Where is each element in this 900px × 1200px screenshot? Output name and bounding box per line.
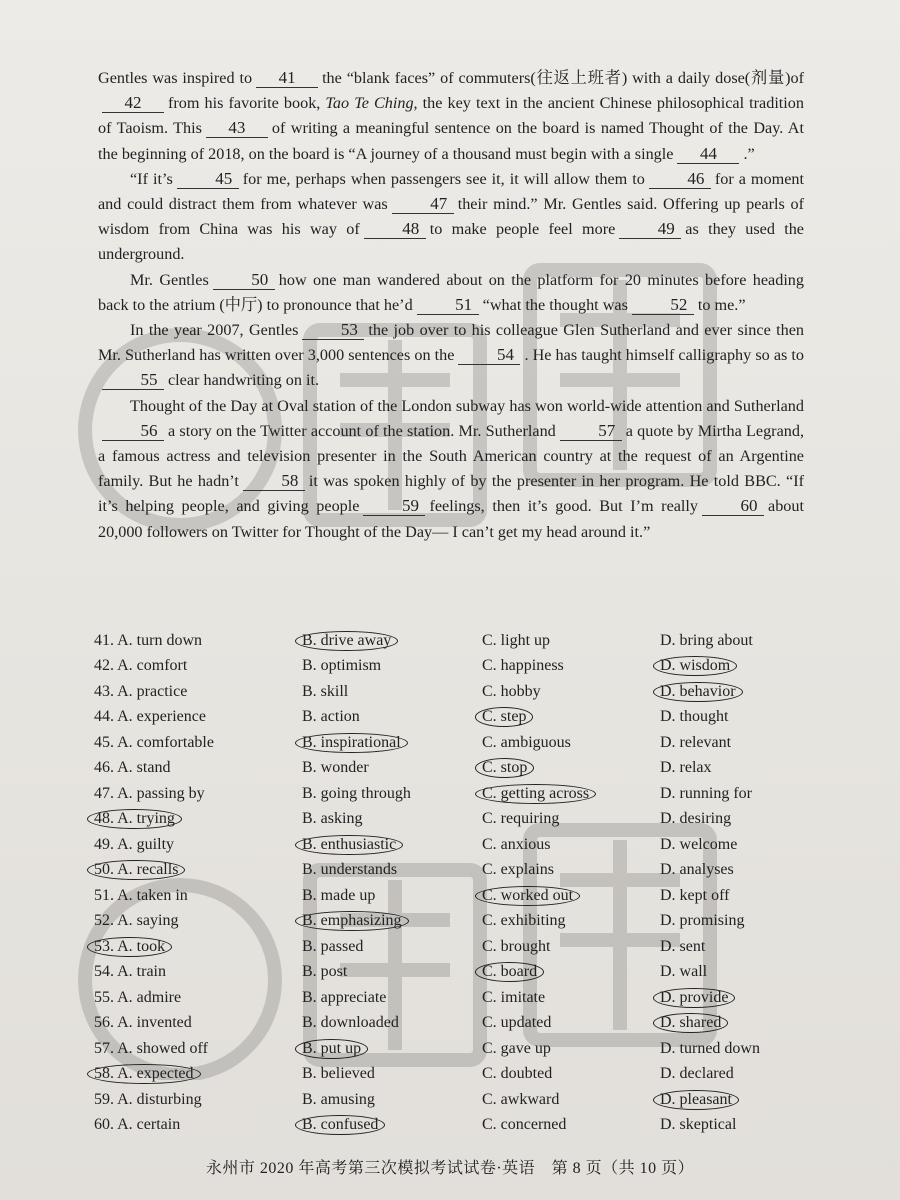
option-c: C. awkward [482,1090,560,1108]
cloze-passage [98,66,804,545]
option-b: B. optimism [302,657,382,675]
text: their mind.” Mr. Gentles said. Offering up pearls of wisdom from China was his way of [98,195,804,239]
paragraph-2 [98,167,804,268]
option-c: C. gave up [482,1039,551,1057]
option-cell [660,1090,810,1110]
option-d: D. promising [660,912,745,930]
text: to make people feel more [429,220,616,239]
option-a: 43. A. practice [94,682,188,700]
option-cell [94,683,302,701]
option-b: B. downloaded [302,1014,399,1032]
option-c: C. anxious [482,835,551,853]
blank-59: 59 [363,497,425,516]
option-a: 55. A. admire [94,988,182,1006]
text: Thought of the Day at Oval station of the London subway has won world-wide attention and Sutherland [130,396,804,415]
text: a story on the Twitter account of the station. Mr. Sutherland [168,421,556,440]
option-c: C. board [475,962,544,982]
option-cell [94,785,302,803]
question-row [94,1062,814,1088]
question-row [94,654,814,680]
option-d: D. relax [660,759,712,777]
option-cell [660,861,810,879]
option-d: D. thought [660,708,729,726]
question-row [94,1087,814,1113]
blank-46: 46 [649,170,711,189]
option-cell [302,911,482,931]
question-row [94,1036,814,1062]
option-cell [660,708,810,726]
option-cell [302,1091,482,1109]
option-cell [660,734,810,752]
option-d: D. pleasant [653,1090,739,1110]
question-row [94,781,814,807]
option-cell [660,1040,810,1058]
question-row [94,807,814,833]
blank-44: 44 [677,145,739,164]
option-c: C. exhibiting [482,912,566,930]
question-row [94,1011,814,1037]
option-cell [482,861,660,879]
option-cell [94,937,302,957]
option-cell [94,734,302,752]
option-a: 51. A. taken in [94,886,188,904]
option-c: C. imitate [482,988,546,1006]
option-b: B. believed [302,1065,375,1083]
option-a: 59. A. disturbing [94,1090,202,1108]
option-cell [482,632,660,650]
option-b: B. made up [302,886,376,904]
option-cell [302,989,482,1007]
option-cell [482,657,660,675]
blank-57: 57 [560,422,622,441]
question-row [94,628,814,654]
question-row [94,934,814,960]
option-d: D. skeptical [660,1116,737,1134]
option-cell [660,785,810,803]
option-cell [660,836,810,854]
option-a: 46. A. stand [94,759,171,777]
option-d: D. kept off [660,886,730,904]
question-row [94,1113,814,1139]
page-footer: 永州市 2020 年高考第三次模拟考试试卷·英语 第 8 页（共 10 页） [205,1160,695,1177]
text: In the year 2007, Gentles [130,321,299,340]
option-cell [302,657,482,675]
option-cell [660,963,810,981]
option-cell [482,886,660,906]
option-cell [94,1116,302,1134]
option-d: D. bring about [660,631,753,649]
option-cell [302,1039,482,1059]
option-b: B. confused [295,1115,385,1135]
blank-49: 49 [619,220,681,239]
option-cell [94,963,302,981]
option-d: D. turned down [660,1039,760,1057]
option-d: D. behavior [653,682,743,702]
option-b: B. going through [302,784,411,802]
option-a: 42. A. comfort [94,657,188,675]
option-c: C. step [475,707,533,727]
option-a: 47. A. passing by [94,784,205,802]
option-c: C. updated [482,1014,552,1032]
option-a: 49. A. guilty [94,835,175,853]
question-row [94,705,814,731]
text: about 20,000 followers on Twitter for Thought of the Day— I can’t get my head around it.” [98,497,804,541]
blank-52: 52 [632,296,694,315]
blank-45: 45 [177,170,239,189]
option-b: B. skill [302,682,349,700]
text: for me, perhaps when passengers see it, it will allow them to [242,169,645,188]
question-row [94,909,814,935]
text: “what the thought was [482,295,628,314]
option-d: D. welcome [660,835,738,853]
option-cell [302,759,482,777]
text: as they used the underground. [98,220,804,264]
option-cell [94,1064,302,1084]
option-b: B. asking [302,810,363,828]
option-cell [660,682,810,702]
option-b: B. emphasizing [295,911,409,931]
option-cell [482,810,660,828]
option-cell [302,1115,482,1135]
option-c: C. happiness [482,657,564,675]
option-cell [482,1065,660,1083]
option-d: D. wisdom [653,656,737,676]
option-cell [302,861,482,879]
blank-56: 56 [102,422,164,441]
option-d: D. shared [653,1013,728,1033]
blank-54: 54 [458,346,520,365]
option-cell [482,1040,660,1058]
option-a: 53. A. took [87,937,172,957]
option-b: B. put up [295,1039,368,1059]
option-a: 54. A. train [94,963,166,981]
option-a: 50. A. recalls [87,860,185,880]
option-cell [660,1065,810,1083]
option-cell [482,1091,660,1109]
option-a: 58. A. expected [87,1064,201,1084]
answer-options [94,628,814,1138]
option-cell [482,784,660,804]
option-b: B. action [302,708,360,726]
option-cell [302,1014,482,1032]
blank-42: 42 [102,94,164,113]
book-title: Tao Te Ching [325,94,414,113]
option-cell [660,1116,810,1134]
text: of writing a meaningful sentence on the board is named Thought of the Day. At the beginning of 2018, on the board is “A journey of a thousand must begin with a single [98,119,804,163]
option-cell [660,1013,810,1033]
option-d: D. relevant [660,733,732,751]
blank-47: 47 [392,195,454,214]
text: Gentles was inspired to [98,69,253,87]
option-cell [660,656,810,676]
option-b: B. passed [302,937,364,955]
option-c: C. hobby [482,682,541,700]
option-cell [94,1040,302,1058]
question-row [94,960,814,986]
option-cell [94,860,302,880]
option-c: C. worked out [475,886,580,906]
text: how one man wandered about on the platform for 20 minutes before heading back to the atrium (中厅) to pronounce that he’d [98,270,804,314]
blank-50: 50 [213,271,275,290]
text: , the key text in the ancient Chinese philosophical tradition of Taoism. This [98,94,804,138]
option-a: 57. A. showed off [94,1039,208,1057]
option-c: C. concerned [482,1116,567,1134]
option-d: D. desiring [660,810,732,828]
text: from his favorite book, [168,94,321,113]
option-cell [482,1116,660,1134]
option-c: C. ambiguous [482,733,571,751]
text: a quote by Mirtha Legrand, a famous actress and television presenter in the South American country at the request of an Argentine family. But he hadn’t [98,421,804,491]
option-d: D. running for [660,784,752,802]
option-a: 44. A. experience [94,708,206,726]
option-b: B. amusing [302,1090,375,1108]
option-b: B. appreciate [302,988,387,1006]
question-row [94,679,814,705]
option-cell [482,734,660,752]
text: it was spoken highly of by the presenter in her program. He told BBC. “If it’s helping people, and giving people [98,472,804,516]
option-cell [482,836,660,854]
option-c: C. light up [482,631,551,649]
option-a: 52. A. saying [94,912,179,930]
option-cell [94,989,302,1007]
option-a: 60. A. certain [94,1116,181,1134]
option-c: C. stop [475,758,534,778]
text: .” [743,144,755,163]
option-a: 48. A. trying [87,809,182,829]
option-cell [482,707,660,727]
option-b: B. understands [302,861,398,879]
question-row [94,883,814,909]
option-d: D. sent [660,937,706,955]
option-cell [660,938,810,956]
paragraph-1 [98,66,804,167]
option-cell [302,963,482,981]
option-cell [482,938,660,956]
option-cell [94,632,302,650]
blank-51: 51 [417,296,479,315]
option-cell [482,912,660,930]
option-cell [660,632,810,650]
option-cell [302,683,482,701]
option-cell [94,912,302,930]
option-c: C. explains [482,861,554,879]
paragraph-4 [98,318,804,394]
option-cell [94,1014,302,1032]
option-cell [302,708,482,726]
option-c: C. brought [482,937,551,955]
option-cell [482,962,660,982]
option-cell [94,657,302,675]
option-c: C. requiring [482,810,560,828]
blank-41: 41 [256,69,318,88]
option-cell [94,1091,302,1109]
option-cell [94,759,302,777]
option-d: D. declared [660,1065,734,1083]
option-cell [660,988,810,1008]
text: the “blank faces” of commuters(往返上班者) with a daily dose(剂量)of [322,69,804,87]
option-cell [302,1065,482,1083]
text: for a moment and could distract them from whatever was [98,169,804,214]
option-c: C. getting across [475,784,596,804]
option-cell [660,887,810,905]
option-d: D. wall [660,963,708,981]
option-b: B. post [302,963,348,981]
option-cell [302,938,482,956]
option-b: B. enthusiastic [295,835,403,855]
option-cell [660,912,810,930]
question-row [94,858,814,884]
option-cell [302,887,482,905]
option-b: B. wonder [302,759,369,777]
option-cell [660,810,810,828]
text: to me.” [697,295,746,314]
blank-43: 43 [206,119,268,138]
blank-60: 60 [702,497,764,516]
option-cell [302,785,482,803]
option-c: C. doubted [482,1065,553,1083]
option-cell [302,835,482,855]
text: . He has taught himself calligraphy so as to [524,346,804,365]
option-cell [94,836,302,854]
option-cell [302,810,482,828]
option-b: B. drive away [295,631,398,651]
text: the job over to his colleague Glen Sutherland and ever since then Mr. Sutherland has written over 3,000 sentences on the [98,321,804,365]
option-a: 41. A. turn down [94,631,202,649]
option-d: D. provide [653,988,735,1008]
option-d: D. analyses [660,861,734,879]
blank-55: 55 [102,371,164,390]
option-cell [482,683,660,701]
option-a: 45. A. comfortable [94,733,214,751]
option-b: B. inspirational [295,733,408,753]
option-cell [482,1014,660,1032]
question-row [94,832,814,858]
question-row [94,756,814,782]
option-cell [660,759,810,777]
paragraph-3 [98,268,804,318]
option-cell [94,809,302,829]
option-cell [482,758,660,778]
option-cell [482,989,660,1007]
blank-58: 58 [243,472,305,491]
option-cell [302,733,482,753]
option-cell [94,708,302,726]
question-row [94,985,814,1011]
option-cell [94,887,302,905]
blank-48: 48 [364,220,426,239]
question-row [94,730,814,756]
option-a: 56. A. invented [94,1014,192,1032]
text: Mr. Gentles [130,270,209,289]
blank-53: 53 [302,321,364,340]
text: clear handwriting on it. [168,371,320,390]
text: feelings, then it’s good. But I’m really [429,497,699,516]
text: “If it’s [130,169,173,188]
paragraph-5 [98,394,804,545]
option-cell [302,631,482,651]
